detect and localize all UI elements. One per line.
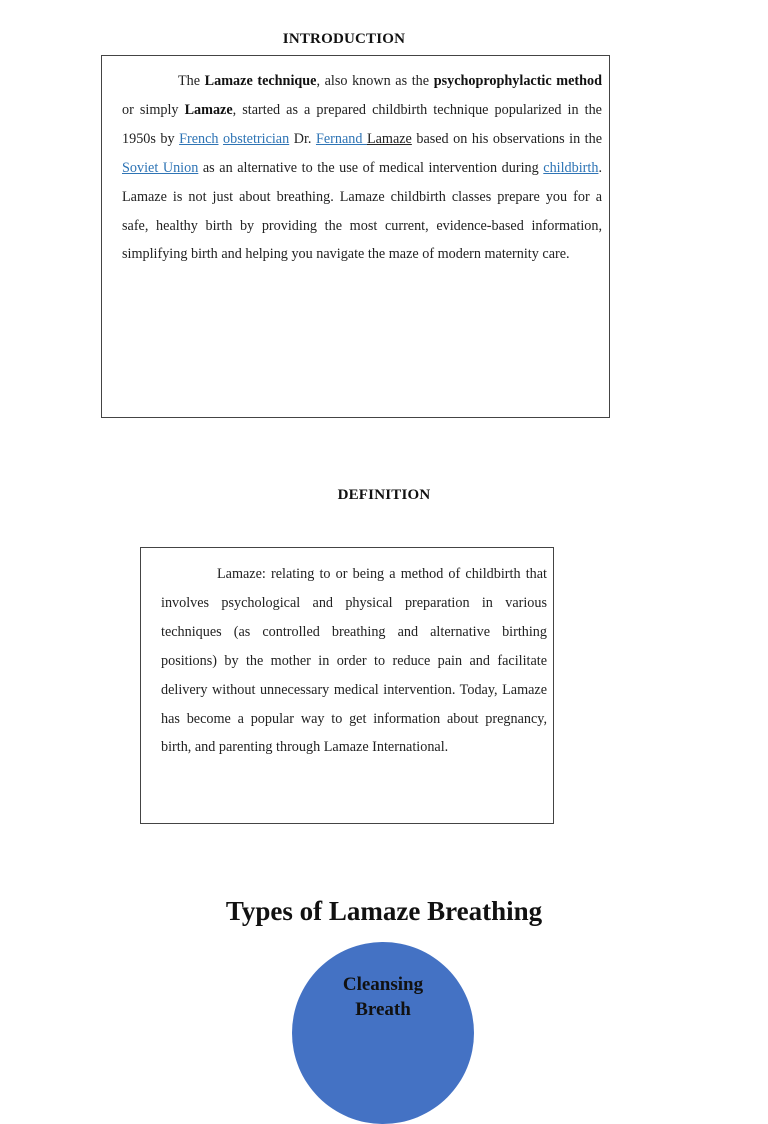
definition-paragraph: Lamaze: relating to or being a method of childbirth that involves psychological and physical preparation in various techniques (as controlled breathing and alternative birthing positions) by the mother in order to reduce pain and facilitate delivery without unnecessary medical intervention. Today, Lamaze has become a popular way to get information about pregnancy, birth, and parenting through Lamaze International.	[161, 566, 547, 756]
intro-underlined-lamaze: Lamaze	[366, 130, 412, 147]
intro-text-4: , started as a prepared childbirth technique popularized in the 1950s by	[122, 101, 602, 147]
intro-bold-lamaze-technique: Lamaze technique	[204, 73, 317, 89]
cleansing-breath-line-1: Cleansing	[342, 974, 424, 995]
link-soviet-union[interactable]: Soviet Union	[122, 159, 199, 176]
link-childbirth[interactable]: childbirth	[543, 159, 599, 176]
types-title: Types of Lamaze Breathing	[225, 896, 543, 926]
intro-text-2: , also known as the	[316, 73, 434, 89]
link-obstetrician[interactable]: obstetrician	[223, 130, 290, 147]
introduction-box	[101, 55, 610, 418]
introduction-paragraph	[122, 67, 602, 269]
definition-box	[140, 547, 554, 824]
intro-text-3: or simply	[122, 101, 185, 118]
intro-text-7: based on his observations in the	[411, 130, 602, 147]
intro-bold-psychoprophylactic: psychoprophylactic method	[433, 73, 602, 89]
intro-text-1: The	[178, 73, 205, 89]
introduction-heading: INTRODUCTION	[282, 31, 406, 47]
cleansing-breath-line-2: Breath	[355, 999, 411, 1020]
cleansing-breath-circle	[292, 942, 474, 1124]
intro-text-6: Dr.	[289, 130, 316, 147]
cleansing-breath-label	[323, 972, 443, 1022]
intro-text-9: . Lamaze is not just about breathing. Lamaze childbirth classes prepare you for a safe, healthy birth by providing the most current, evidence-based information, simplifying birth and helping you navigate the maze of modern maternity care.	[122, 159, 602, 263]
link-fernand[interactable]: Fernand	[315, 130, 367, 147]
intro-text-8: as an alternative to the use of medical intervention during	[198, 159, 544, 176]
link-french[interactable]: French	[179, 130, 219, 147]
intro-bold-lamaze: Lamaze	[184, 101, 233, 118]
definition-heading: DEFINITION	[337, 487, 431, 503]
